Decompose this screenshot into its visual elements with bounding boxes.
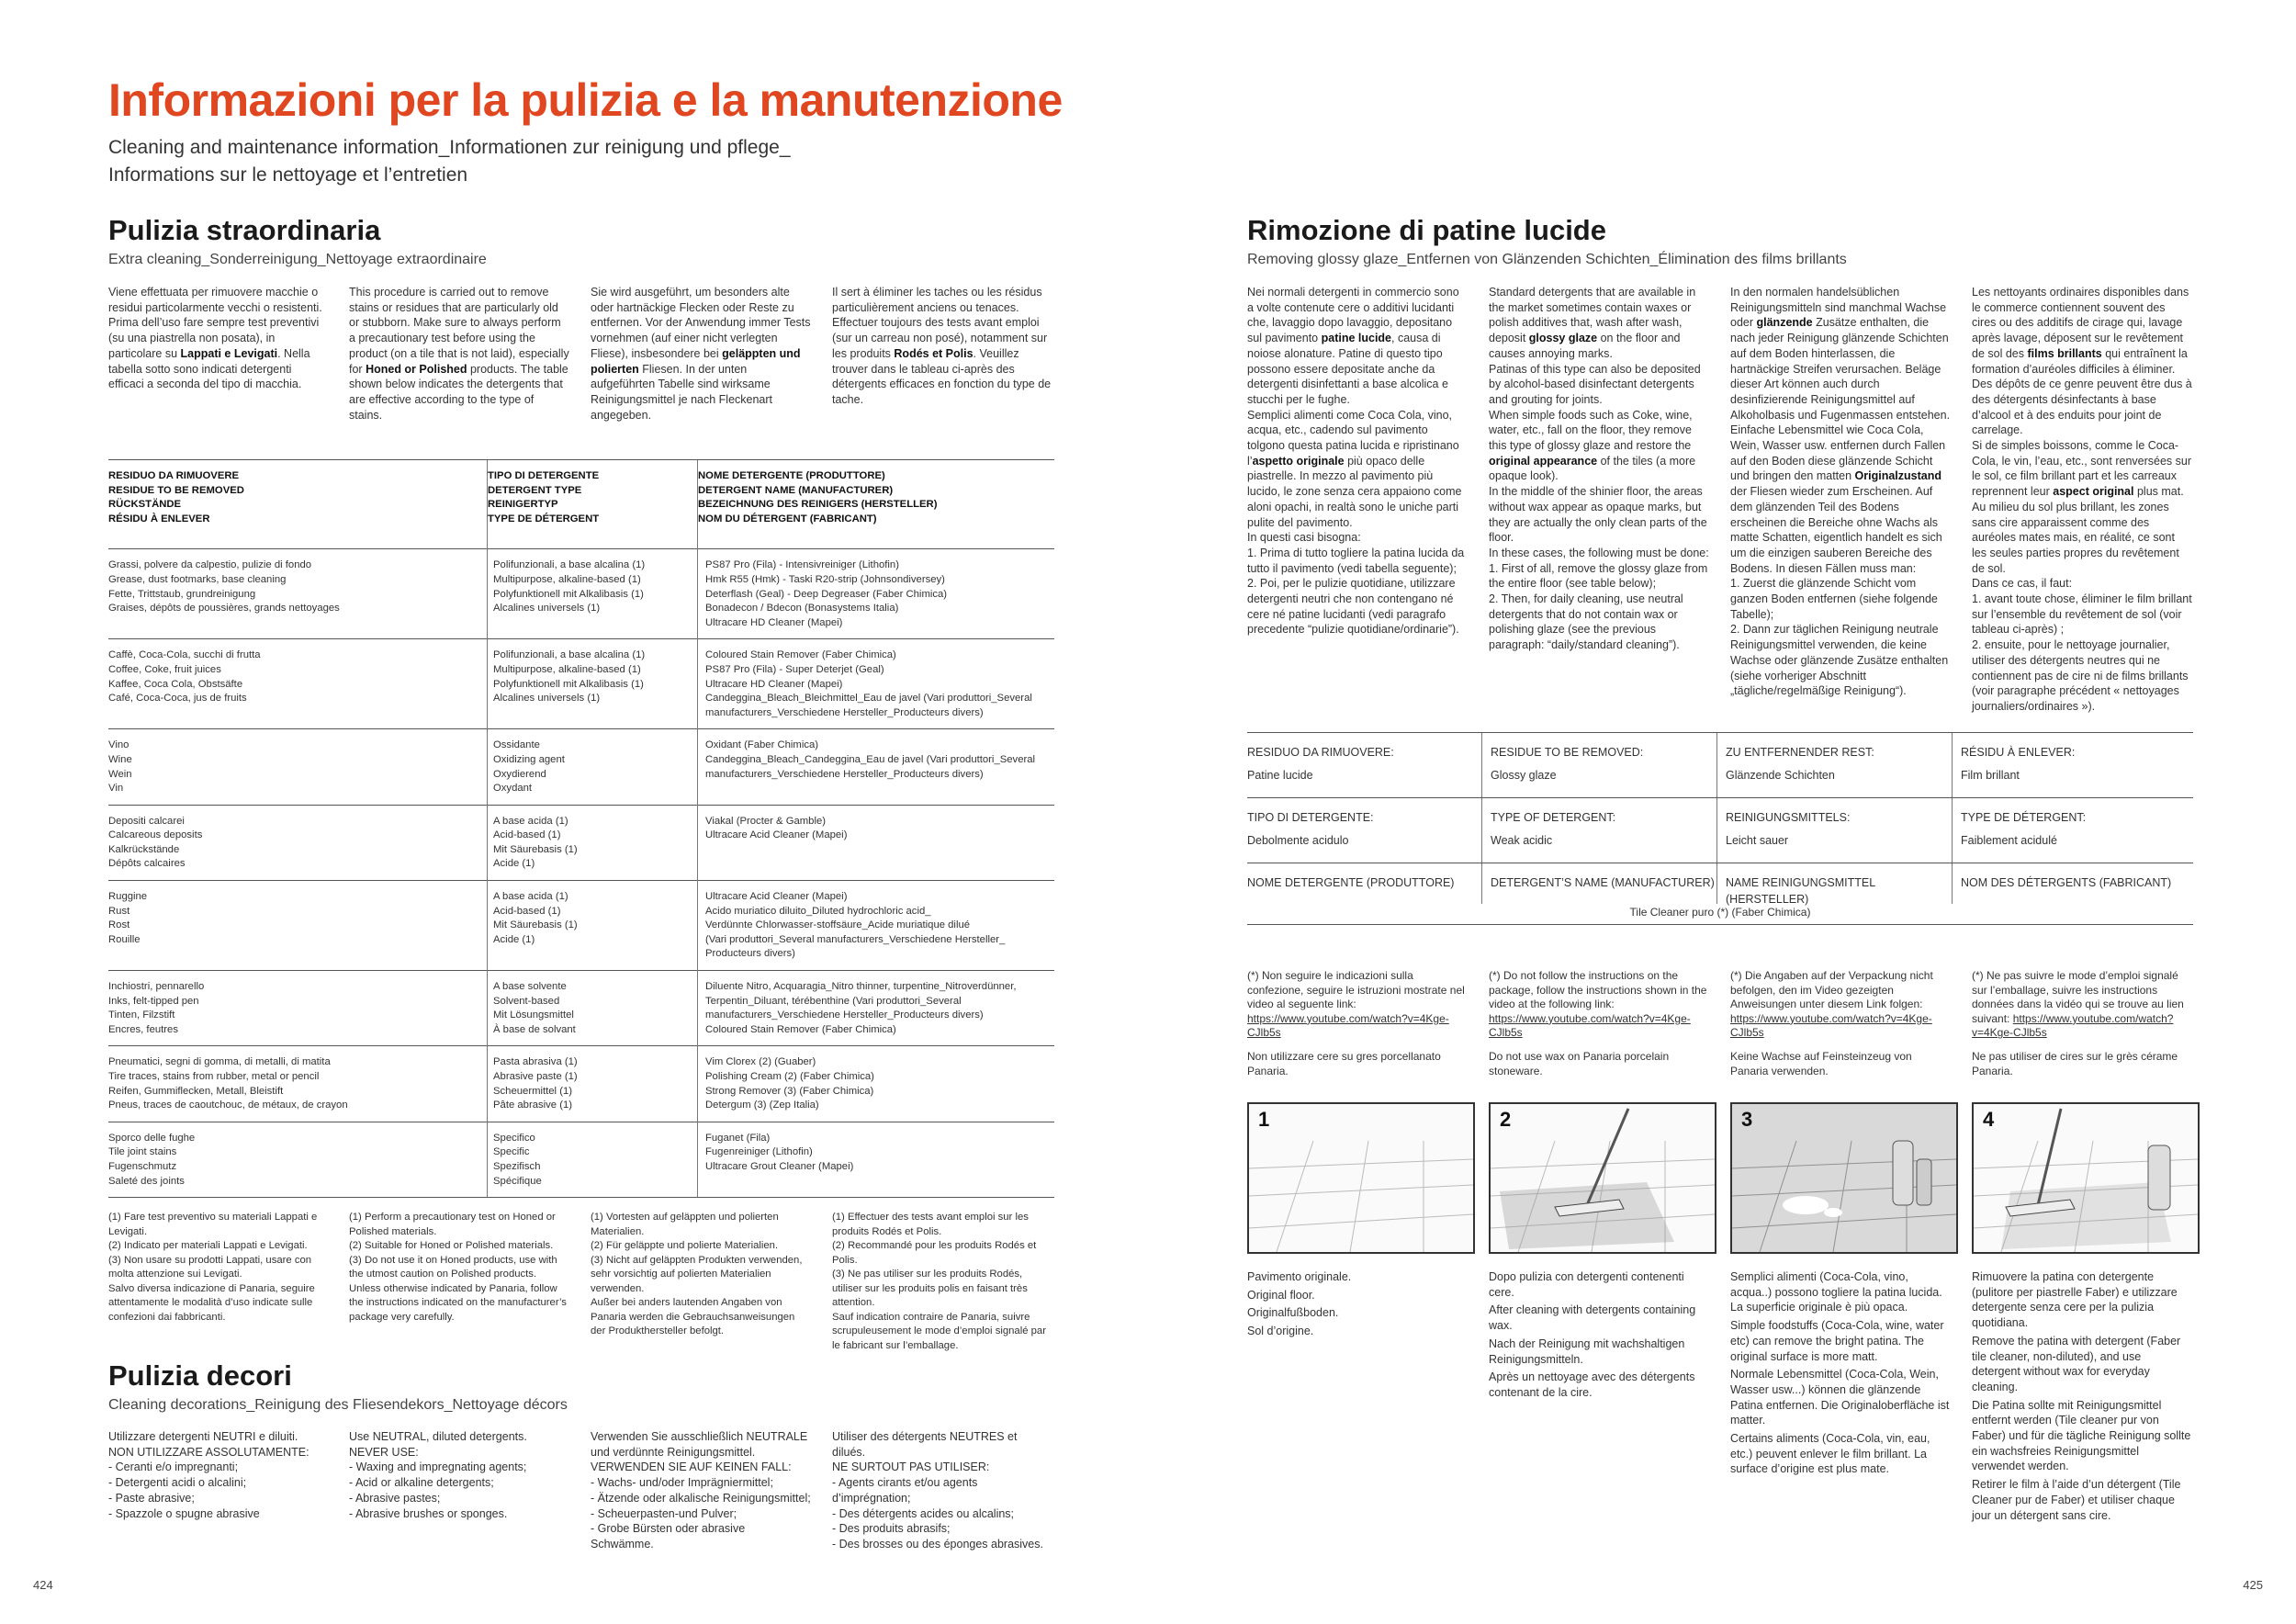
video-link-de[interactable]: https://www.youtube.com/watch?v=4Kge-CJlb5s <box>1730 1011 1932 1040</box>
residue-label-fr: RÉSIDU À ENLEVER: <box>1961 746 2076 759</box>
wax-warning-de: Keine Wachse auf Feinsteinzeug von Panaria verwenden. <box>1730 1049 1912 1077</box>
extra-intro-it: Viene effettuata per rimuovere macchie o residui particolarmente vecchi o resistenti. Prima dell’uso fare sempre test preventivi (su una piastrella non posata), in particolare su Lappati e Levigati. Nella tabella sotto sono indicati detergenti efficaci a seconda del tipo di macchia. <box>108 286 322 391</box>
footnotes-it: (1) Fare test preventivo su materiali Lappati e Levigati. (2) Indicato per materiali Lappati e Levigati. (3) Non usare su prodotti Lappati, usare con molta attenzione sui Levigati. Salvo diversa indicazione di Panaria, seguire attentamente le modalità d’uso indicate sulle confezioni dai fabbricanti. <box>108 1212 318 1323</box>
cell-detergent-type: A base acida (1) Acid-based (1) Mit Säurebasis (1) Acide (1) <box>488 805 698 880</box>
section-subheading-extra-cleaning: Extra cleaning_Sonderreinigung_Nettoyage extraordinaire <box>108 252 487 267</box>
cell-residue: Inchiostri, pennarello Inks, felt-tipped pen Tinten, Filzstift Encres, feutres <box>108 971 488 1046</box>
page-title: Informazioni per la pulizia e la manutenzione <box>108 74 1063 126</box>
cell-detergent-name: PS87 Pro (Fila) - Intensivreiniger (Lithofin) Hmk R55 (Hmk) - Taski R20-strip (Johnsondiversey) Deterflash (Geal) - Deep Degreaser (Faber Chimica) Bonadecon / Bdecon (Bonasystems Italia) Ultracare HD Cleaner (Mapei) <box>698 549 1055 639</box>
cell-detergent-type: Polifunzionali, a base alcalina (1) Multipurpose, alkaline-based (1) Polyfunktionell mit Alkalibasis (1) Alcalines universels (1) <box>488 639 698 729</box>
step-figure-2 <box>1489 1102 1716 1254</box>
subtitle-line-2: Informations sur le nettoyage et l’entretien <box>108 164 468 186</box>
cell-residue: Pneumatici, segni di gomma, di metalli, di matita Tire traces, stains from rubber, metal or pencil Reifen, Gummiflecken, Metall, Bleistift Pneus, traces de caoutchouc, de métaux, de crayon <box>108 1046 488 1122</box>
footnotes-fr: (1) Effectuer des tests avant emploi sur les produits Rodés et Polis. (2) Recommandé pour les produits Rodés et Polis. (3) Ne pas utiliser sur les produits Rodés, utiliser sur les produits polis en faisant très attention. Sauf indication contraire de Panaria, suivre scrupuleusement le mode d’emploi signalé par le fabricant sur l’emballage. <box>832 1212 1046 1351</box>
cell-residue: Grassi, polvere da calpestio, pulizie di fondo Grease, dust footmarks, base cleaning Fette, Trittstaub, grundreinigung Graises, dépôts de poussières, grands nettoyages <box>108 549 488 639</box>
type-label-it: TIPO DI DETERGENTE: <box>1247 811 1374 824</box>
table-row <box>108 971 1054 1046</box>
extra-intro-de: Sie wird ausgeführt, um besonders alte oder hartnäckige Flecken oder Reste zu entfernen. Vor der Anwendung immer Tests vornehmen (auf einer nicht verlegten Fliese), insbesondere bei geläppten und polierten Fliesen. In der unten aufgeführten Tabelle sind wirksame Reinigungsmittel je nach Fleckenart angegeben. <box>591 286 811 422</box>
type-value-de: Leicht sauer <box>1726 834 1789 847</box>
extra-intro-en: This procedure is carried out to remove stains or residues that are particularly old or stubborn. Make sure to always perform a precautionary test before using the product (on a tile that is not laid), especially for Honed or Polished products. The table shown below indicates the detergents that are effective according to the type of stains. <box>349 286 569 422</box>
floor-original-illustration <box>1249 1104 1473 1252</box>
stain-table <box>108 459 1054 1198</box>
step-figure-3 <box>1730 1102 1958 1254</box>
cell-residue: Depositi calcarei Calcareous deposits Kalkrückstände Dépôts calcaires <box>108 805 488 880</box>
cell-residue: Caffè, Coca-Cola, succhi di frutta Coffee, Coke, fruit juices Kaffee, Coca Cola, Obstsäfte Café, Coca-Coca, jus de fruits <box>108 639 488 729</box>
step-figure-4 <box>1972 1102 2200 1254</box>
warning-de: (*) Die Angaben auf der Verpackung nicht befolgen, den im Video gezeigten Anweisungen unter diesem Link folgen: https://www.youtube.com/watch?v=4Kge-CJlb5s Keine Wachse auf Feinsteinzeug von Panaria verwenden. <box>1730 969 1951 1078</box>
wax-warning-en: Do not use wax on Panaria porcelain stoneware. <box>1489 1049 1670 1077</box>
residue-value-de: Glänzende Schichten <box>1726 769 1835 782</box>
cell-detergent-type: A base solvente Solvent-based Mit Lösungsmittel À base de solvant <box>488 971 698 1046</box>
video-link-en[interactable]: https://www.youtube.com/watch?v=4Kge-CJlb5s <box>1489 1011 1691 1040</box>
step-caption-3: Semplici alimenti (Coca-Cola, vino, acqua..) possono togliere la patina lucida. La superficie originale è più opaca. Simple foodstuffs (Coca-Cola, wine, water etc) can remove the bright patina. The original surface is more matt. Normale Lebensmittel (Coca-Cola, Wein, Wasser usw...) können die glänzende Patina entfernen. Die Originaloberfläche ist matter. Certains aliments (Coca-Cola, vin, eau, etc.) peuvent enlever le film brillant. La surface d’origine est plus mate. <box>1730 1270 1950 1476</box>
warning-fr: (*) Ne pas suivre le mode d’emploi signalé sur l’emballage, suivre les instructions données dans la vidéo qui se trouve au lien suivant: https://www.youtube.com/watch?v=4Kge-CJlb5s Ne pas utiliser de cires sur le grès cérame Panaria. <box>1972 969 2192 1078</box>
header-residue: RESIDUO DA RIMUOVERE RESIDUE TO BE REMOVED RÜCKSTÄNDE RÉSIDU À ENLEVER <box>108 460 488 549</box>
type-value-fr: Faiblement acidulé <box>1961 834 2057 847</box>
residue-value-en: Glossy glaze <box>1491 769 1557 782</box>
type-label-en: TYPE OF DETERGENT: <box>1491 811 1616 824</box>
video-link-it[interactable]: https://www.youtube.com/watch?v=4Kge-CJlb5s <box>1247 1011 1449 1040</box>
residue-label-it: RESIDUO DA RIMUOVERE: <box>1247 746 1394 759</box>
table-row <box>108 549 1054 639</box>
cell-detergent-type: A base acida (1) Acid-based (1) Mit Säurebasis (1) Acide (1) <box>488 881 698 971</box>
stain-table-header <box>108 460 1054 549</box>
footnotes-de: (1) Vortesten auf geläppten und polierten Materialien. (2) Für geläppte und polierte Materialien. (3) Nicht auf geläppten Produkten verwenden, sehr vorsichtig auf polierten Materialien verwenden. Außer bei anders lautenden Angaben von Panaria werden die Gebrauchsanweisungen der Produkthersteller befolgt. <box>591 1212 803 1336</box>
page-number-left: 424 <box>33 1578 53 1592</box>
step-caption-1: Pavimento originale. Original floor. Originalfußboden. Sol d’origine. <box>1247 1270 1352 1338</box>
page-number-right: 425 <box>2243 1578 2263 1592</box>
step-figure-1 <box>1247 1102 1475 1254</box>
warning-en: (*) Do not follow the instructions on the package, follow the instructions shown in the video at the following link: https://www.youtube.com/watch?v=4Kge-CJlb5s Do not use wax on Panaria porcelain stoneware. <box>1489 969 1709 1078</box>
name-label-fr: NOM DES DÉTERGENTS (FABRICANT) <box>1961 876 2172 889</box>
cell-residue: Ruggine Rust Rost Rouille <box>108 881 488 971</box>
cell-detergent-name: Oxidant (Faber Chimica) Candeggina_Bleach_Candeggina_Eau de javel (Vari produttori_Several manufacturers_Verschiedene Hersteller_Producteurs divers) <box>698 729 1055 805</box>
type-value-en: Weak acidic <box>1491 834 1553 847</box>
residue-label-de: ZU ENTFERNENDER REST: <box>1726 746 1874 759</box>
spill-illustration <box>1732 1104 1956 1252</box>
name-label-de: NAME REINIGUNGSMITTEL (HERSTELLER) <box>1726 876 1875 906</box>
section-heading-decor-cleaning: Pulizia decori <box>108 1359 292 1392</box>
glaze-residue-row <box>1247 732 2193 797</box>
footnotes-en: (1) Perform a precautionary test on Honed or Polished materials. (2) Suitable for Honed or Polished materials. (3) Do not use it on Honed products, use with the utmost caution on Polished products. Unless otherwise indicated by Panaria, follow the instructions indicated on the manufacturer’s package very carefully. <box>349 1212 567 1323</box>
step-caption-2: Dopo pulizia con detergenti contenenti cere. After cleaning with detergents containing wax. Nach der Reinigung mit wachshaltigen Reinigungsmitteln. Après un nettoyage avec des détergents contenant de la cire. <box>1489 1270 1696 1399</box>
glaze-name-row <box>1247 863 2193 924</box>
tile-cleaner-illustration <box>1974 1104 2198 1252</box>
section-subheading-decor-cleaning: Cleaning decorations_Reinigung des Fliesendekors_Nettoyage décors <box>108 1397 568 1413</box>
cell-detergent-type: Specifico Specific Spezifisch Spécifique <box>488 1122 698 1197</box>
section-heading-extra-cleaning: Pulizia straordinaria <box>108 214 381 246</box>
subtitle-line-1: Cleaning and maintenance information_Informationen zur reinigung und pflege_ <box>108 137 791 158</box>
cell-detergent-name: Ultracare Acid Cleaner (Mapei) Acido muriatico diluito_Diluted hydrochloric acid_ Verdünnte Chlorwasser-stoffsäure_Acide muriatique dilué (Vari produttori_Several manufacturers_Verschiedene Hersteller_ Producteurs divers) <box>698 881 1055 971</box>
cell-residue: Sporco delle fughe Tile joint stains Fugenschmutz Saleté des joints <box>108 1122 488 1197</box>
table-row <box>108 805 1054 880</box>
step-number-1: 1 <box>1258 1108 1270 1131</box>
table-row <box>108 1122 1054 1197</box>
name-label-en: DETERGENT’S NAME (MANUFACTURER) <box>1491 876 1715 889</box>
glaze-text-it: Nei normali detergenti in commercio sono a volte contenute cere o additivi lucidanti che, lavaggio dopo lavaggio, depositano sul pavimento patine lucide, causa di noiose alonature. Patine di questo tipo possono essere depositate anche da detergenti disinfettanti a base alcolica e stucchi per le fughe. Semplici alimenti come Coca Cola, vino, acqua, etc., cadendo sul pavimento tolgono questa patina lucida e ripristinano l’aspetto originale più opaco delle piastrelle. In mezzo al pavimento più lucido, le zone senza cera appaiono come aloni opachi, in realtà sono le uniche parti pulite del pavimento. In questi casi bisogna: 1. Prima di tutto togliere la patina lucida da tutto il pavimento (vedi tabella seguente); 2. Poi, per le pulizie quotidiane, utilizzare detergenti neutri che non contengano né cere né patine lucidanti (vedi paragrafo precedente “pulizie quotidiane/ordinarie”). <box>1247 286 1465 637</box>
table-row <box>108 639 1054 729</box>
decor-text-de: Verwenden Sie ausschließlich NEUTRALE und verdünnte Reinigungsmittel. VERWENDEN SIE AUF KEINEN FALL: - Wachs- und/oder Imprägniermittel; - Ätzende oder alkalische Reinigungsmittel; - Scheuerpasten-und Pulver; - Grobe Bürsten oder abrasive Schwämme. <box>591 1430 811 1551</box>
wax-warning-fr: Ne pas utiliser de cires sur le grès cérame Panaria. <box>1972 1049 2178 1077</box>
header-detergent-type: TIPO DI DETERGENTE DETERGENT TYPE REINIGERTYP TYPE DE DÉTERGENT <box>488 460 698 549</box>
cell-detergent-type: Ossidante Oxidizing agent Oxydierend Oxydant <box>488 729 698 805</box>
cell-detergent-name: Diluente Nitro, Acquaragia_Nitro thinner, turpentine_Nitroverdünner, Terpentin_Diluant, térébenthine (Vari produttori_Several manufacturers_Verschiedene Hersteller_Producteurs divers) Coloured Stain Remover (Faber Chimica) <box>698 971 1055 1046</box>
glaze-text-fr: Les nettoyants ordinaires disponibles dans le commerce contiennent souvent des cires ou des additifs de cirage qui, lavage après lavage, déposent sur le revêtement de sol des films brillants qui entraînent la formation d’auréoles difficiles à éliminer. Des dépôts de ce genre peuvent être dus à des détergents désinfectants à base d’alcool et à des enduits pour joint de carrelage. Si de simples boissons, comme le Coca-Cola, le vin, l’eau, etc., sont renversées sur le sol, ce film brillant part et les carreaux reprennent leur aspect original plus mat. Au milieu du sol plus brillant, les zones sans cire apparaissent comme des auréoles mates mais, en réalité, ce sont les seules parties propres du revêtement de sol. Dans ce cas, il faut: 1. avant toute chose, éliminer le film brillant sur l’ensemble du revêtement de sol (voir tableau ci-après) ; 2. ensuite, pour le nettoyage journalier, utiliser des détergents neutres qui ne contiennent pas de cire ni de films brillants (voir paragraphe précédent « nettoyages journaliers/ordinaires »). <box>1972 286 2192 713</box>
wax-warning-it: Non utilizzare cere su gres porcellanato Panaria. <box>1247 1049 1441 1077</box>
glaze-text-de: In den normalen handelsüblichen Reinigungsmitteln sind manchmal Wachse oder glänzende Zusätze enthalten, die nach jeder Reinigung glänzende Schichten auf dem Boden hinterlassen, die hartnäckige Streifen verursachen. Beläge dieser Art können auch durch desinfizierende Reinigungsmittel auf Alkoholbasis und Fugenmassen entstehen. Einfache Lebensmittel wie Coca Cola, Wein, Wasser usw. entfernen durch Fallen auf den Boden diese glänzende Schicht und bringen den matten Originalzustand der Fliesen wieder zum Erscheinen. Auf dem glänzenden Teil des Bodens erscheinen die Bereiche ohne Wachs als matte Schatten, eigentlich handelt es sich um die einzigen sauberen Bereiche des Bodens. In diesen Fällen muss man: 1. Zuerst die glänzende Schicht vom ganzen Boden entfernen (siehe folgende Tabelle); 2. Dann zur täglichen Reinigung neutrale Reinigungsmittel verwenden, die keine Wachse oder glänzende Zusätze enthalten (siehe vorheriger Abschnitt „tägliche/regelmäßige Reinigung“). <box>1730 286 1951 698</box>
cell-detergent-type: Polifunzionali, a base alcalina (1) Multipurpose, alkaline-based (1) Polyfunktionell mit Alkalibasis (1) Alcalines universels (1) <box>488 549 698 639</box>
cell-detergent-name: Coloured Stain Remover (Faber Chimica) PS87 Pro (Fila) - Super Deterjet (Geal) Ultracare HD Cleaner (Mapei) Candeggina_Bleach_Bleichmittel_Eau de javel (Vari produttori_Several manufacturers_Verschiedene Hersteller_Producteurs divers) <box>698 639 1055 729</box>
step-number-3: 3 <box>1741 1108 1753 1131</box>
table-row <box>108 881 1054 971</box>
decor-text-en: Use NEUTRAL, diluted detergents. NEVER USE: - Waxing and impregnating agents; - Acid or alkaline detergents; - Abrasive pastes; - Abrasive brushes or sponges. <box>349 1430 527 1520</box>
glaze-product-name: Tile Cleaner puro (*) (Faber Chimica) <box>1629 906 1811 919</box>
cell-detergent-name: Fuganet (Fila) Fugenreiniger (Lithofin) Ultracare Grout Cleaner (Mapei) <box>698 1122 1055 1197</box>
cell-residue: Vino Wine Wein Vin <box>108 729 488 805</box>
table-row <box>108 729 1054 805</box>
residue-value-fr: Film brillant <box>1961 769 2020 782</box>
page-subtitle <box>108 134 791 189</box>
table-row <box>108 1046 1054 1122</box>
cell-detergent-name: Viakal (Procter & Gamble) Ultracare Acid Cleaner (Mapei) <box>698 805 1055 880</box>
video-link-fr[interactable]: https://www.youtube.com/watch?v=4Kge-CJlb5s <box>1972 1011 2174 1040</box>
glaze-table-bottom-rule <box>1247 924 2193 925</box>
cell-detergent-type: Pasta abrasiva (1) Abrasive paste (1) Scheuermittel (1) Pâte abrasive (1) <box>488 1046 698 1122</box>
type-label-fr: TYPE DE DÉTERGENT: <box>1961 811 2087 824</box>
residue-value-it: Patine lucide <box>1247 769 1313 782</box>
step-number-4: 4 <box>1983 1108 1995 1131</box>
residue-label-en: RESIDUE TO BE REMOVED: <box>1491 746 1644 759</box>
glaze-text-en: Standard detergents that are available in the market sometimes contain waxes or polish additives that, wash after wash, deposit glossy glaze on the floor and causes annoying marks. Patinas of this type can also be deposited by alcohol-based disinfectant detergents and grouting for joints. When simple foods such as Coke, wine, water, etc., fall on the floor, they remove this type of glossy glaze and restore the original appearance of the tiles (a more opaque look). In the middle of the shinier floor, the areas without wax appear as opaque marks, but they are actually the only clean parts of the floor. In these cases, the following must be done: 1. First of all, remove the glossy glaze from the entire floor (see table below); 2. Then, for daily cleaning, use neutral detergents that do not contain wax or polishing glaze (see the previous paragraph: “daily/standard cleaning”). <box>1489 286 1709 652</box>
name-label-it: NOME DETERGENTE (PRODUTTORE) <box>1247 876 1455 889</box>
type-label-de: REINIGUNGSMITTELS: <box>1726 811 1851 824</box>
decor-text-it: Utilizzare detergenti NEUTRI e diluiti. NON UTILIZZARE ASSOLUTAMENTE: - Ceranti e/o impregnanti; - Detergenti acidi o alcalini; - Paste abrasive; - Spazzole o spugne abrasive <box>108 1430 310 1520</box>
glaze-type-row <box>1247 797 2193 863</box>
warning-it: (*) Non seguire le indicazioni sulla confezione, seguire le istruzioni mostrate nel video al seguente link: https://www.youtube.com/watch?v=4Kge-CJlb5s Non utilizzare cere su gres porcellanato Panaria. <box>1247 969 1468 1078</box>
step-caption-4: Rimuovere la patina con detergente (pulitore per piastrelle Faber) e utilizzare detergente senza cere per la pulizia quotidiana. Remove the patina with detergent (Faber tile cleaner, non-diluted), and use detergent without wax for everyday cleaning. Die Patina sollte mit Reinigungsmittel entfernt werden (Tile cleaner pur von Faber) und für die tägliche Reinigung sollte ein wachsfreies Reinigungsmittel verwendet werden. Retirer le film à l’aide d’un détergent (Tile Cleaner pur de Faber) et utiliser chaque jour un détergent sans cire. <box>1972 1270 2191 1522</box>
extra-intro-fr: Il sert à éliminer les taches ou les résidus particulièrement anciens ou tenaces. Effectuer toujours des tests avant emploi (sur un carreau non posé), notamment sur les produits Rodés et Polis. Veuillez trouver dans le tableau ci-après des détergents efficaces en fonction du type de tache. <box>832 286 1052 406</box>
cell-detergent-name: Vim Clorex (2) (Guaber) Polishing Cream (2) (Faber Chimica) Strong Remover (3) (Faber Chimica) Detergum (3) (Zep Italia) <box>698 1046 1055 1122</box>
header-detergent-name: NOME DETERGENTE (PRODUTTORE) DETERGENT NAME (MANUFACTURER) BEZEICHNUNG DES REINIGERS (HERSTELLER) NOM DU DÉTERGENT (FABRICANT) <box>698 460 1055 549</box>
decor-text-fr: Utiliser des détergents NEUTRES et dilués. NE SURTOUT PAS UTILISER: - Agents cirants et/ou agents d’imprégnation; - Des détergents acides ou alcalins; - Des produits abrasifs; - Des brosses ou des éponges abrasives. <box>832 1430 1043 1551</box>
section-heading-glaze-removal: Rimozione di patine lucide <box>1247 214 1606 246</box>
glaze-detergent-table <box>1247 732 2193 925</box>
mop-wax-illustration <box>1491 1104 1715 1252</box>
type-value-it: Debolmente acidulo <box>1247 834 1349 847</box>
step-number-2: 2 <box>1500 1108 1512 1131</box>
section-subheading-glaze-removal: Removing glossy glaze_Entfernen von Glänzenden Schichten_Élimination des films brillants <box>1247 252 1847 267</box>
